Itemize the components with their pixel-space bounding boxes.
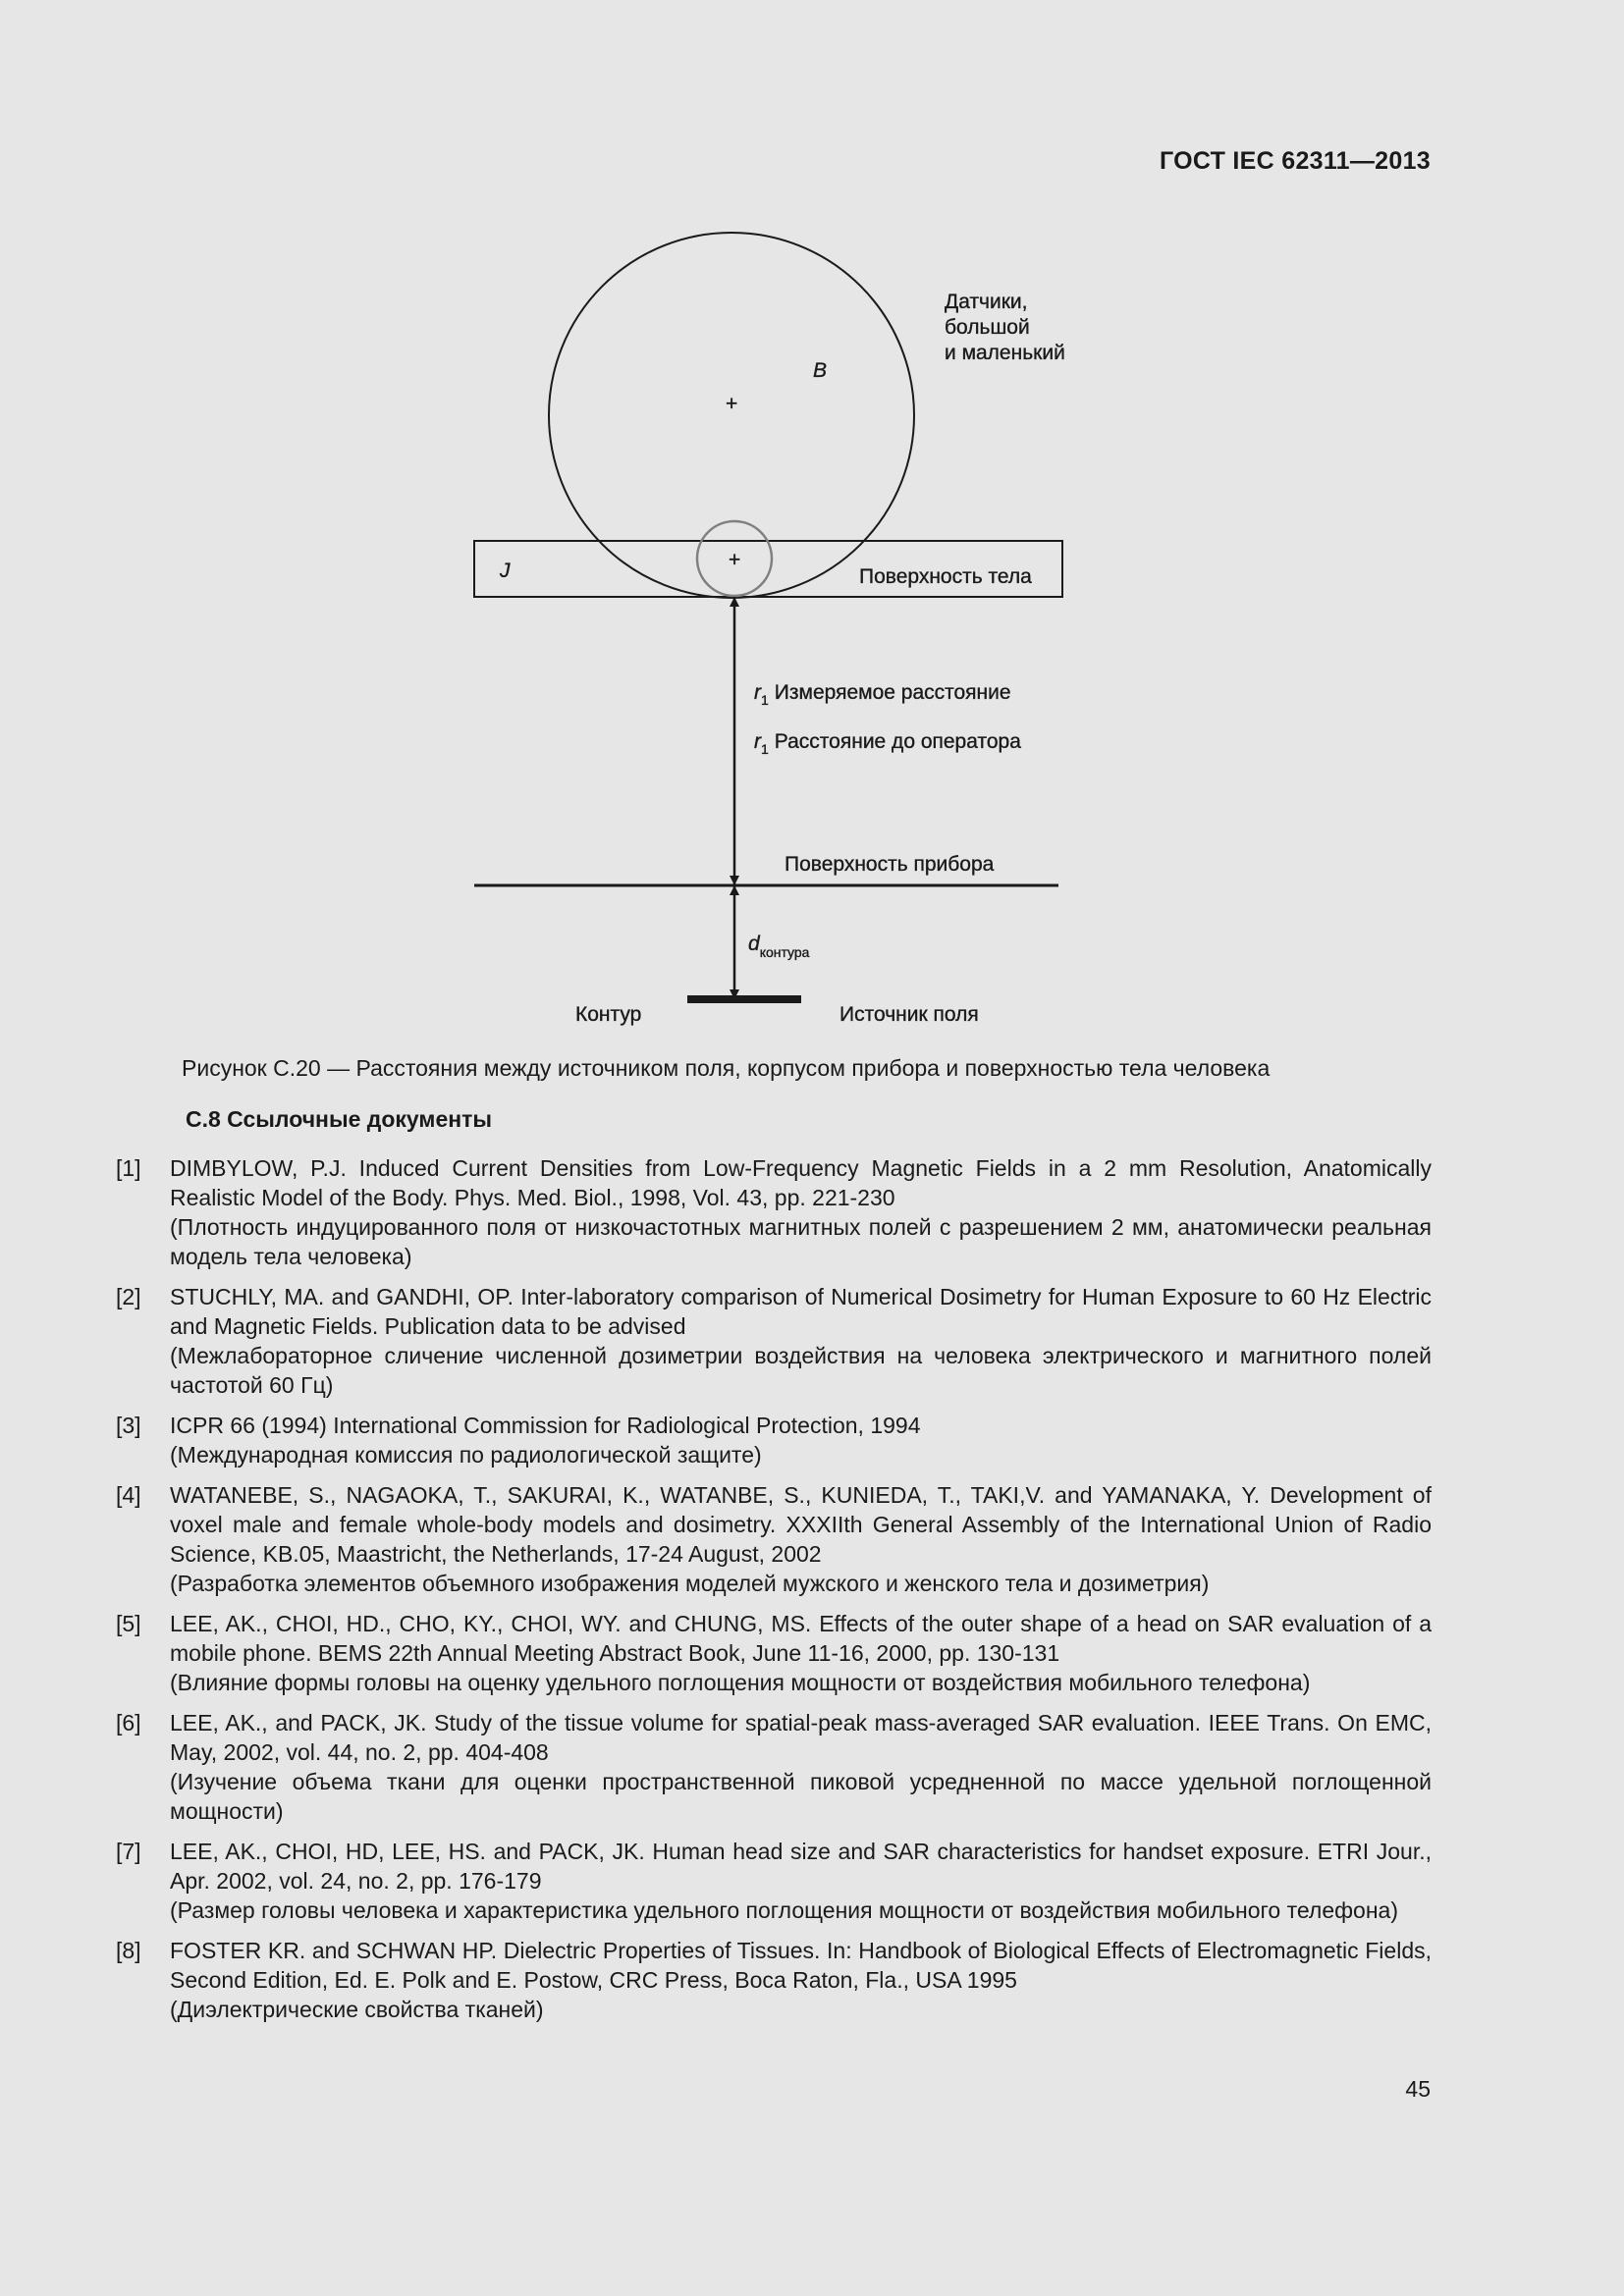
reference-translation: (Разработка элементов объемного изображения моделей мужского и женского тела и дозиметрия) bbox=[170, 1571, 1210, 1596]
device-surface-label: Поверхность прибора bbox=[785, 853, 995, 876]
reference-item bbox=[116, 1411, 1432, 1469]
reference-citation: DIMBYLOW, P.J. Induced Current Densities from Low-Frequency Magnetic Fields in a 2 mm Resolution, Anatomically Realistic Model of the Body. Phys. Med. Biol., 1998, Vol. 43, pp. 221-230 bbox=[170, 1155, 1432, 1210]
label-j: J bbox=[500, 560, 511, 582]
reference-body bbox=[170, 1936, 1432, 2024]
reference-number: [6] bbox=[116, 1710, 141, 1735]
reference-number: [3] bbox=[116, 1413, 141, 1438]
reference-body bbox=[170, 1153, 1432, 1271]
section-title: С.8 Ссылочные документы bbox=[186, 1106, 493, 1132]
sensors-label-line3: и маленький bbox=[945, 342, 1065, 364]
reference-citation: STUCHLY, MA. and GANDHI, OP. Inter-laboratory comparison of Numerical Dosimetry for Human Exposure to 60 Hz Electric and Magnetic Fields. Publication data to be advised bbox=[170, 1284, 1432, 1339]
reference-list bbox=[116, 1153, 1432, 2035]
reference-translation: (Межлабораторное сличение численной дозиметрии воздействия на человека электрического и магнитного полей частотой 60 Гц) bbox=[170, 1343, 1432, 1398]
field-source-bar bbox=[687, 995, 801, 1003]
d-contour-label: $d_{контура}$ bbox=[748, 933, 810, 960]
reference-body bbox=[170, 1411, 1432, 1469]
reference-translation: (Международная комиссия по радиологической защите) bbox=[170, 1442, 762, 1468]
reference-number: [8] bbox=[116, 1938, 141, 1963]
reference-item bbox=[116, 1282, 1432, 1400]
small-circle-center-mark: + bbox=[729, 549, 741, 571]
sensors-label-line1: Датчики, bbox=[945, 291, 1028, 313]
reference-translation: (Изучение объема ткани для оценки пространственной пиковой усредненной по массе удельной поглощенной мощности) bbox=[170, 1769, 1432, 1824]
reference-citation: LEE, AK., CHOI, HD., CHO, KY., CHOI, WY. and CHUNG, MS. Effects of the outer shape of a head on SAR evaluation of a mobile phone. BEMS 22th Annual Meeting Abstract Book, June 11-16, 2000, pp. 130-131 bbox=[170, 1611, 1432, 1666]
page-number: 45 bbox=[1405, 2076, 1431, 2102]
reference-item bbox=[116, 1153, 1432, 1271]
reference-body bbox=[170, 1282, 1432, 1400]
reference-translation: (Размер головы человека и характеристика удельного поглощения мощности от воздействия мобильного телефона) bbox=[170, 1897, 1398, 1923]
reference-translation: (Плотность индуцированного поля от низкочастотных магнитных полей с разрешением 2 мм, анатомически реальная модель тела человека) bbox=[170, 1214, 1432, 1269]
reference-citation: ICPR 66 (1994) International Commission for Radiological Protection, 1994 bbox=[170, 1413, 921, 1438]
reference-item bbox=[116, 1936, 1432, 2024]
reference-translation: (Диэлектрические свойства тканей) bbox=[170, 1997, 544, 2022]
reference-item bbox=[116, 1837, 1432, 1925]
figure-caption: Рисунок С.20 — Расстояния между источником поля, корпусом прибора и поверхностью тела человека bbox=[182, 1055, 1271, 1081]
operator-distance-label: $r_1$ Расстояние до оператора bbox=[754, 730, 1021, 757]
large-sensor-circle bbox=[549, 233, 914, 598]
reference-number: [5] bbox=[116, 1611, 141, 1636]
reference-body bbox=[170, 1708, 1432, 1826]
sensors-label-line2: большой bbox=[945, 316, 1030, 339]
document-code: ГОСТ IEC 62311—2013 bbox=[1159, 147, 1431, 175]
reference-item bbox=[116, 1708, 1432, 1826]
reference-body bbox=[170, 1609, 1432, 1697]
reference-number: [4] bbox=[116, 1482, 141, 1508]
label-b: B bbox=[813, 359, 828, 382]
reference-body bbox=[170, 1480, 1432, 1598]
reference-citation: FOSTER KR. and SCHWAN HP. Dielectric Properties of Tissues. In: Handbook of Biological Effects of Electromagnetic Fields, Second Edition, Ed. E. Polk and E. Postow, CRC Press, Boca Raton, Fla., USA 1995 bbox=[170, 1938, 1432, 1993]
reference-item bbox=[116, 1480, 1432, 1598]
reference-body bbox=[170, 1837, 1432, 1925]
reference-number: [7] bbox=[116, 1839, 141, 1864]
distance-diagram bbox=[0, 0, 1624, 1041]
body-surface-label: Поверхность тела bbox=[859, 565, 1032, 588]
reference-translation: (Влияние формы головы на оценку удельного поглощения мощности от воздействия мобильного телефона) bbox=[170, 1670, 1311, 1695]
field-source-label: Источник поля bbox=[839, 1003, 979, 1026]
reference-item bbox=[116, 1609, 1432, 1697]
reference-number: [2] bbox=[116, 1284, 141, 1309]
reference-citation: WATANEBE, S., NAGAOKA, T., SAKURAI, K., WATANBE, S., KUNIEDA, T., TAKI,V. and YAMANAKA, Y. Development of voxel male and female whole-body models and dosimetry. XXXIIth General Assembly of the International Union of Radio Science, KB.05, Maastricht, the Netherlands, 17-24 August, 2002 bbox=[170, 1482, 1432, 1567]
reference-citation: LEE, AK., CHOI, HD, LEE, HS. and PACK, JK. Human head size and SAR characteristics for handset exposure. ETRI Jour., Apr. 2002, vol. 24, no. 2, pp. 176-179 bbox=[170, 1839, 1432, 1894]
large-circle-center-mark: + bbox=[726, 393, 738, 415]
measured-distance-label: $r_1$ Измеряемое расстояние bbox=[754, 681, 1011, 708]
reference-citation: LEE, AK., and PACK, JK. Study of the tissue volume for spatial-peak mass-averaged SAR evaluation. IEEE Trans. On EMC, May, 2002, vol. 44, no. 2, pp. 404-408 bbox=[170, 1710, 1432, 1765]
contour-label: Контур bbox=[575, 1003, 642, 1026]
reference-number: [1] bbox=[116, 1155, 141, 1181]
